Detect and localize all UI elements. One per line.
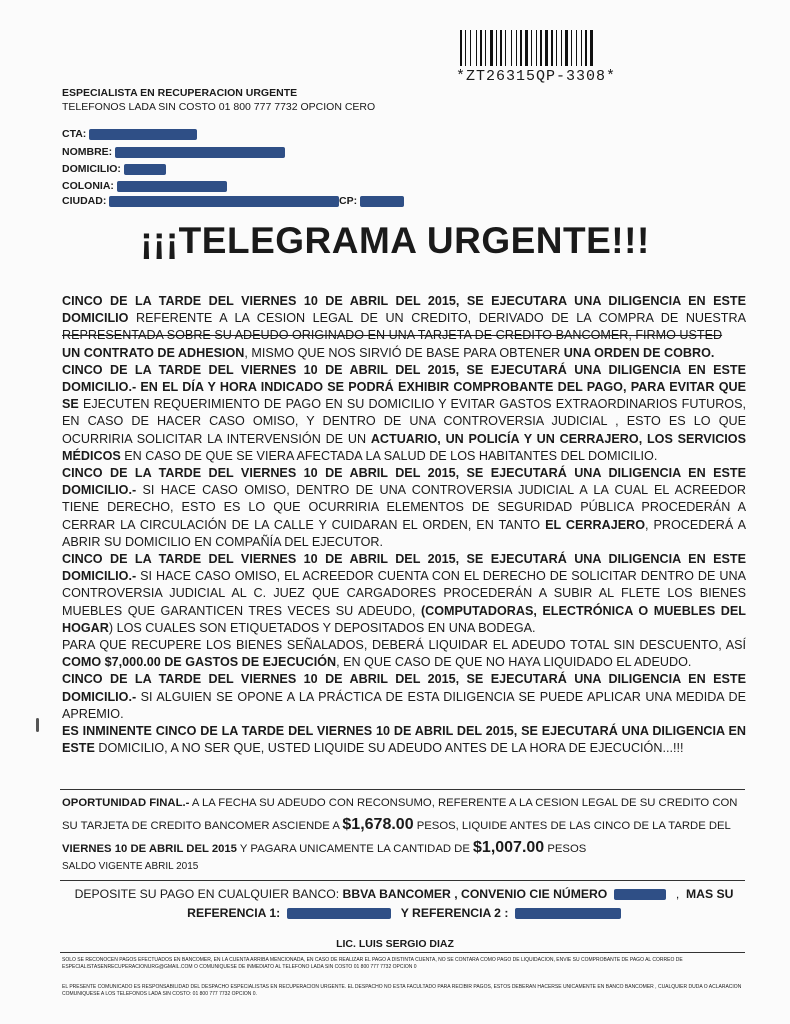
p1-bold: CINCO DE LA TARDE DEL VIERNES 10 DE ABRIL DEL 2015, SE EJECUTARA UNA DILIGENCIA EN ESTE DOMICILIO	[62, 294, 746, 326]
p7-text: DOMICILIO, A NO SER QUE, USTED LIQUIDE SU ADEUDO ANTES DE LA HORA DE EJECUCIÓN...!!!	[94, 741, 684, 756]
p3-bold-locksmith: EL CERRAJERO	[545, 517, 646, 532]
barcode-bar	[563, 30, 564, 66]
barcode-bar	[513, 30, 515, 66]
barcode-bar	[531, 30, 532, 66]
p2-bold-services: ACTUARIO, UN POLICÍA Y UN CERRAJERO, LOS SERVICIOS MÉDICOS	[62, 431, 746, 463]
field-nombre-label: NOMBRE:	[62, 146, 113, 158]
p3-text-2: , PROCEDERÁ A ABRIR SU DOMICILIO EN COMPAÑÍA DEL EJECUTOR.	[62, 517, 746, 549]
fine-print-2: EL PRESENTE COMUNICADO ES RESPONSABILIDAD DEL DESPACHO ESPECIALISTAS EN RECUPERACION URGENTE. EL DESPACHO NO ESTA FACULTADO PARA RECIBIR PAGOS, ESTOS DEBERAN HACERSE UNICAMENTE EN BANCO BANCOMER , CUALQUIER DUDA O ACLARACION COMUNIQUESE A LOS TELEFONOS LADA SIN COSTO: 01 800 777 7732 OPCION 0.	[62, 984, 742, 997]
barcode-bar	[543, 30, 544, 66]
barcode	[460, 30, 615, 66]
deposit-instructions	[62, 885, 746, 923]
page-title: ¡¡¡TELEGRAMA URGENTE!!!	[140, 220, 650, 261]
field-cta-label: CTA:	[62, 128, 87, 140]
barcode-bar	[561, 30, 562, 66]
field-domicilio	[62, 163, 166, 175]
barcode-text: *ZT26315QP-3308*	[456, 68, 617, 85]
p6-text: SI ALGUIEN SE OPONE A LA PRÁCTICA DE ESTA DILIGENCIA SE PUEDE APLICAR UNA MEDIDA DE APREMIO.	[62, 689, 746, 721]
offer-text-3: Y PAGARA UNICAMENTE LA CANTIDAD DE	[236, 843, 474, 855]
barcode-bar	[503, 30, 504, 66]
redaction-bar	[360, 196, 404, 207]
barcode-bar	[554, 30, 555, 66]
paragraph-2	[62, 362, 746, 465]
offer-heading: OPORTUNIDAD FINAL.-	[62, 797, 190, 809]
p4-bold-goods: (COMPUTADORAS, ELECTRÓNICA O MUEBLES DEL HOGAR	[62, 603, 746, 635]
field-ciudad	[62, 195, 339, 207]
barcode-bar	[472, 30, 475, 66]
barcode-bar	[536, 30, 537, 66]
redaction-bar	[614, 889, 666, 900]
barcode-bar	[523, 30, 524, 66]
signature-name: LIC. LUIS SERGIO DIAZ	[336, 938, 454, 950]
field-cta	[62, 128, 197, 140]
barcode-bar	[576, 30, 577, 66]
sender-block	[62, 86, 375, 114]
barcode-bar	[487, 30, 489, 66]
field-cp-label: CP:	[339, 195, 358, 207]
redaction-bar	[515, 908, 621, 919]
p5-text-2: , EN QUE CASO DE QUE NO HAYA LIQUIDADO EL ADEUDO.	[336, 655, 692, 670]
barcode-bar	[571, 30, 572, 66]
barcode-bar	[578, 30, 580, 66]
reference-1-label: REFERENCIA 1:	[187, 906, 281, 920]
reference-2-label: Y REFERENCIA 2 :	[400, 906, 509, 920]
barcode-bar	[549, 30, 550, 66]
offer-amount-total: $1,678.00	[342, 816, 414, 833]
p4-text: SI HACE CASO OMISO, EL ACREEDOR CUENTA CON EL DERECHO DE SOLICITAR DENTRO DE UNA CONTROVERSIA JUDICIAL AL C. JUEZ QUE CARGADORES PROCEDERÁN A SUBIR AL FLETE LOS BIENES MUEBLES QUE GARANTICEN TRES VECES SU ADEUDO,	[62, 569, 746, 618]
offer-text-2: PESOS, LIQUIDE ANTES DE LAS CINCO DE LA TARDE DEL	[413, 820, 731, 832]
p3-bold: CINCO DE LA TARDE DEL VIERNES 10 DE ABRIL DEL 2015, SE EJECUTARÁ UNA DILIGENCIA EN ESTE DOMICILIO.-	[62, 466, 746, 498]
barcode-bar	[594, 30, 595, 66]
offer-text-4: PESOS	[544, 843, 587, 855]
field-colonia	[62, 180, 227, 192]
barcode-bar	[463, 30, 464, 66]
barcode-bar	[498, 30, 499, 66]
p4-text-2: ) LOS CUALES SON ETIQUETADOS Y DEPOSITADOS EN UNA BODEGA.	[108, 620, 536, 635]
p2-text: EJECUTEN REQUERIMIENTO DE PAGO EN SU DOMICILIO Y EVITAR GASTOS EXTRAORDINARIOS FUTUROS, EN CASO DE HACER CASO OMISO, Y DENTRO DE UNA CONTROVERSIA JUDICIAL , ESTO ES LO QUE OCURRIRIA SOLICITAR LA INTERVENSIÓN DE UN	[62, 397, 746, 446]
barcode-bar	[581, 30, 582, 66]
field-cp	[339, 195, 404, 207]
barcode-bar	[507, 30, 510, 66]
barcode-bar	[478, 30, 479, 66]
barcode-bar	[583, 30, 584, 66]
redaction-bar	[115, 147, 285, 158]
divider	[60, 880, 745, 881]
scan-mark	[36, 718, 39, 732]
p2-bold: CINCO DE LA TARDE DEL VIERNES 10 DE ABRIL DEL 2015, SE EJECUTARÁ UNA DILIGENCIA EN ESTE DOMICILIO.- EN EL DÍA Y HORA INDICADO SE PODRÁ EXHIBIR COMPROBANTE DEL PAGO, PARA EVITAR QUE SE	[62, 362, 746, 412]
barcode-bar	[551, 30, 553, 66]
divider	[60, 952, 745, 953]
deposit-line-1: DEPOSITE SU PAGO EN CUALQUIER BANCO: BBVA BANCOMER , CONVENIO CIE NÚMERO , MAS SU	[74, 887, 734, 901]
p1-strikethrough: REPRESENTADA SOBRE SU ADEUDO ORIGINADO EN UNA TARJETA DE CREDITO BANCOMER, FIRMO USTED	[62, 328, 723, 343]
barcode-bar	[485, 30, 486, 66]
barcode-bar	[520, 30, 522, 66]
deposit-bank: BBVA BANCOMER , CONVENIO CIE NÚMERO	[342, 887, 608, 901]
p5-text: PARA QUE RECUPERE LOS BIENES SEÑALADOS, DEBERÁ LIQUIDAR EL ADEUDO TOTAL SIN DESCUENTO, ASÍ	[62, 638, 746, 653]
deposit-line-2	[62, 904, 746, 923]
body-text	[62, 293, 746, 757]
sender-phone: TELEFONOS LADA SIN COSTO 01 800 777 7732 OPCION CERO	[62, 101, 376, 113]
barcode-bar	[529, 30, 530, 66]
barcode-bar	[494, 30, 495, 66]
divider	[60, 789, 745, 790]
redaction-bar	[117, 181, 227, 192]
barcode-bar	[490, 30, 493, 66]
redaction-bar	[89, 129, 197, 140]
barcode-bar	[556, 30, 557, 66]
final-offer	[62, 792, 746, 874]
barcode-bar	[465, 30, 466, 66]
p1-bold-contract: UN CONTRATO DE ADHESION	[62, 345, 245, 360]
paragraph-5	[62, 637, 746, 671]
offer-text: A LA FECHA SU ADEUDO CON RECONSUMO, REFERENTE A LA CESION LEGAL DE SU CREDITO CON SU TARJETA DE CREDITO BANCOMER ASCIENDE A	[62, 797, 738, 832]
barcode-bar	[590, 30, 593, 66]
barcode-bar	[525, 30, 528, 66]
p3-text: SI HACE CASO OMISO, DENTRO DE UNA CONTROVERSIA JUDICIAL A LA CUAL EL ACREEDOR TIENE DERECHO, ESTO ES LO QUE OCURRIRIA ELEMENTOS DE SEGURIDAD PÚBLICA PROCEDERÁN A CERRAR LA CIRCULACIÓN DE LA CALLE Y CUIDARAN EL ORDEN, EN TANTO	[62, 483, 746, 532]
deposit-more: MAS SU	[686, 887, 734, 901]
offer-date: VIERNES 10 DE ABRIL DEL 2015	[62, 843, 237, 855]
barcode-bar	[511, 30, 512, 66]
barcode-bar	[505, 30, 506, 66]
field-domicilio-label: DOMICILIO:	[62, 163, 121, 175]
paragraph-4	[62, 551, 746, 637]
barcode-bar	[540, 30, 542, 66]
barcode-bar	[538, 30, 539, 66]
redaction-bar	[109, 196, 339, 207]
barcode-bar	[565, 30, 568, 66]
paragraph-1	[62, 293, 746, 362]
barcode-bar	[476, 30, 477, 66]
barcode-bar	[518, 30, 519, 66]
barcode-bar	[470, 30, 471, 66]
field-ciudad-label: CIUDAD:	[62, 195, 107, 207]
barcode-bar	[588, 30, 589, 66]
saldo-label: SALDO VIGENTE ABRIL 2015	[62, 861, 199, 872]
field-colonia-label: COLONIA:	[62, 180, 114, 192]
barcode-bar	[516, 30, 517, 66]
barcode-bar	[573, 30, 575, 66]
paragraph-3	[62, 465, 746, 551]
barcode-bar	[569, 30, 570, 66]
offer-amount-discount: $1,007.00	[473, 839, 545, 856]
redaction-bar	[287, 908, 391, 919]
barcode-bar	[585, 30, 587, 66]
barcode-bar	[480, 30, 482, 66]
p1-bold-order: UNA ORDEN DE COBRO.	[563, 345, 715, 360]
deposit-text: DEPOSITE SU PAGO EN CUALQUIER BANCO:	[74, 887, 343, 901]
field-nombre	[62, 146, 285, 158]
p4-bold: CINCO DE LA TARDE DEL VIERNES 10 DE ABRIL DEL 2015, SE EJECUTARÁ UNA DILIGENCIA EN ESTE DOMICILIO.-	[62, 552, 746, 584]
barcode-bar	[496, 30, 497, 66]
barcode-bar	[533, 30, 535, 66]
p5-bold-costs: COMO $7,000.00 DE GASTOS DE EJECUCIÓN	[62, 655, 337, 670]
barcode-bar	[460, 30, 462, 66]
barcode-bar	[558, 30, 560, 66]
p1-text-2: , MISMO QUE NOS SIRVIÓ DE BASE PARA OBTENER	[244, 345, 564, 360]
redaction-bar	[124, 164, 166, 175]
sender-name: ESPECIALISTA EN RECUPERACION URGENTE	[62, 87, 298, 99]
paragraph-7	[62, 723, 746, 757]
p7-bold: ES INMINENTE CINCO DE LA TARDE DEL VIERNES 10 DE ABRIL DEL 2015, SE EJECUTARÁ UNA DILIGENCIA EN ESTE	[62, 724, 746, 756]
barcode-bar	[467, 30, 469, 66]
barcode-bar	[483, 30, 484, 66]
fine-print-1: SOLO SE RECONOCEN PAGOS EFECTUADOS EN BANCOMER, EN LA CUENTA ARRIBA MENCIONADA, EN CASO DE REALIZAR EL PAGO A DISTINTA CUENTA, NO SE CONTARA COMO PAGO DE LIQUIDACION, ENVIE SU COMPROBANTE DE PAGO AL CORREO DE ESPECIALISTASENRECUPERACIONURG@GMAIL.COM O COMUNIQUESE DE INMEDIATO AL TELEFONO LADA SIN COSTO 01 800 777 7732 OPCION 0	[62, 957, 683, 970]
p6-bold: CINCO DE LA TARDE DEL VIERNES 10 DE ABRIL DEL 2015, SE EJECUTARÁ UNA DILIGENCIA EN ESTE DOMICILIO.-	[62, 672, 746, 704]
barcode-bar	[500, 30, 502, 66]
p1-text: REFERENTE A LA CESION LEGAL DE UN CREDITO, DERIVADO DE LA COMPRA DE NUESTRA	[128, 311, 746, 326]
p2-text-2: EN CASO DE QUE SE VIERA AFECTADA LA SALUD DE LOS HABITANTES DEL DOMICILIO.	[120, 448, 658, 463]
paragraph-6	[62, 671, 746, 723]
barcode-bar	[545, 30, 548, 66]
